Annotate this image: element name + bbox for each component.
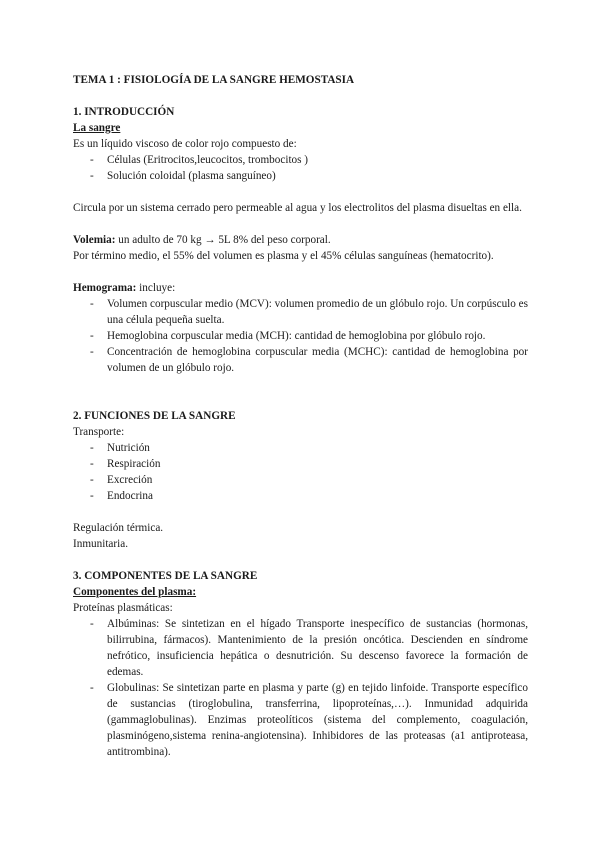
hemograma-list [73, 296, 528, 376]
composition-list [73, 152, 528, 184]
inmunitaria-text: Inmunitaria. [73, 538, 128, 550]
intro-text: Es un líquido viscoso de color rojo compuesto de: [73, 138, 297, 150]
list-item: - Excreción [73, 472, 528, 488]
list-item: - Endocrina [73, 488, 528, 504]
list-item: - Concentración de hemoglobina corpuscular media (MCHC): cantidad de hemoglobina por volumen de un glóbulo rojo. [73, 344, 528, 376]
hemograma-paragraph [73, 280, 528, 296]
document-title: TEMA 1 : FISIOLOGÍA DE LA SANGRE HEMOSTASIA [73, 74, 355, 86]
list-item: - Respiración [73, 456, 528, 472]
regulacion-text: Regulación térmica. [73, 522, 164, 534]
proteins-list [73, 616, 528, 760]
document-body [73, 72, 528, 760]
hemograma-label: Hemograma: [73, 282, 137, 294]
volemia-label: Volemia: [73, 234, 116, 246]
list-item: - Volumen corpuscular medio (MCV): volumen promedio de un glóbulo rojo. Un corpúsculo es una célula pequeña suelta. [73, 296, 528, 328]
subheading-componentes-plasma: Componentes del plasma: [73, 586, 197, 598]
transporte-label: Transporte: [73, 426, 125, 438]
hematocrit-paragraph: Por término medio, el 55% del volumen es plasma y el 45% células sanguíneas (hematocrito). [73, 250, 494, 262]
list-item: - Albúminas: Se sintetizan en el hígado Transporte inespecífico de sustancias (hormonas, bilirrubina, fármacos). Mantenimiento de la presión oncótica. Descienden en síndrome nefrótico, insuficiencia hepática o desnutrición. Su descenso favorece la formación de edemas. [73, 616, 528, 680]
circulation-paragraph: Circula por un sistema cerrado pero permeable al agua y los electrolitos del plasma disueltas en ella. [73, 202, 522, 214]
list-item: - Células (Eritrocitos,leucocitos, trombocitos ) [73, 152, 528, 168]
list-item: - Globulinas: Se sintetizan parte en plasma y parte (g) en tejido linfoide. Transporte específico de sustancias (tiroglobulina, transferrina, lipoproteínas,…). Inmunidad adquirida (gammaglobulinas). Enzimas proteolíticos (sistema del complemento, coagulación, plasminógeno,sistema renina-angiotensina). Inhibidores de las proteasas (a1 antiproteasa, antitrombina). [73, 680, 528, 760]
section-3-heading: 3. COMPONENTES DE LA SANGRE [73, 570, 258, 582]
volemia-paragraph [73, 232, 528, 248]
volemia-text: un adulto de 70 kg → 5L 8% del peso corporal. [115, 234, 331, 246]
list-item: - Solución coloidal (plasma sanguíneo) [73, 168, 528, 184]
section-1-heading: 1. INTRODUCCIÓN [73, 106, 175, 118]
list-item: - Nutrición [73, 440, 528, 456]
transport-list [73, 440, 528, 504]
proteinas-label: Proteínas plasmáticas: [73, 602, 173, 614]
section-2-heading: 2. FUNCIONES DE LA SANGRE [73, 410, 236, 422]
hemograma-text: incluye: [136, 282, 176, 294]
subheading-la-sangre: La sangre [73, 122, 121, 134]
list-item: - Hemoglobina corpuscular media (MCH): cantidad de hemoglobina por glóbulo rojo. [73, 328, 528, 344]
